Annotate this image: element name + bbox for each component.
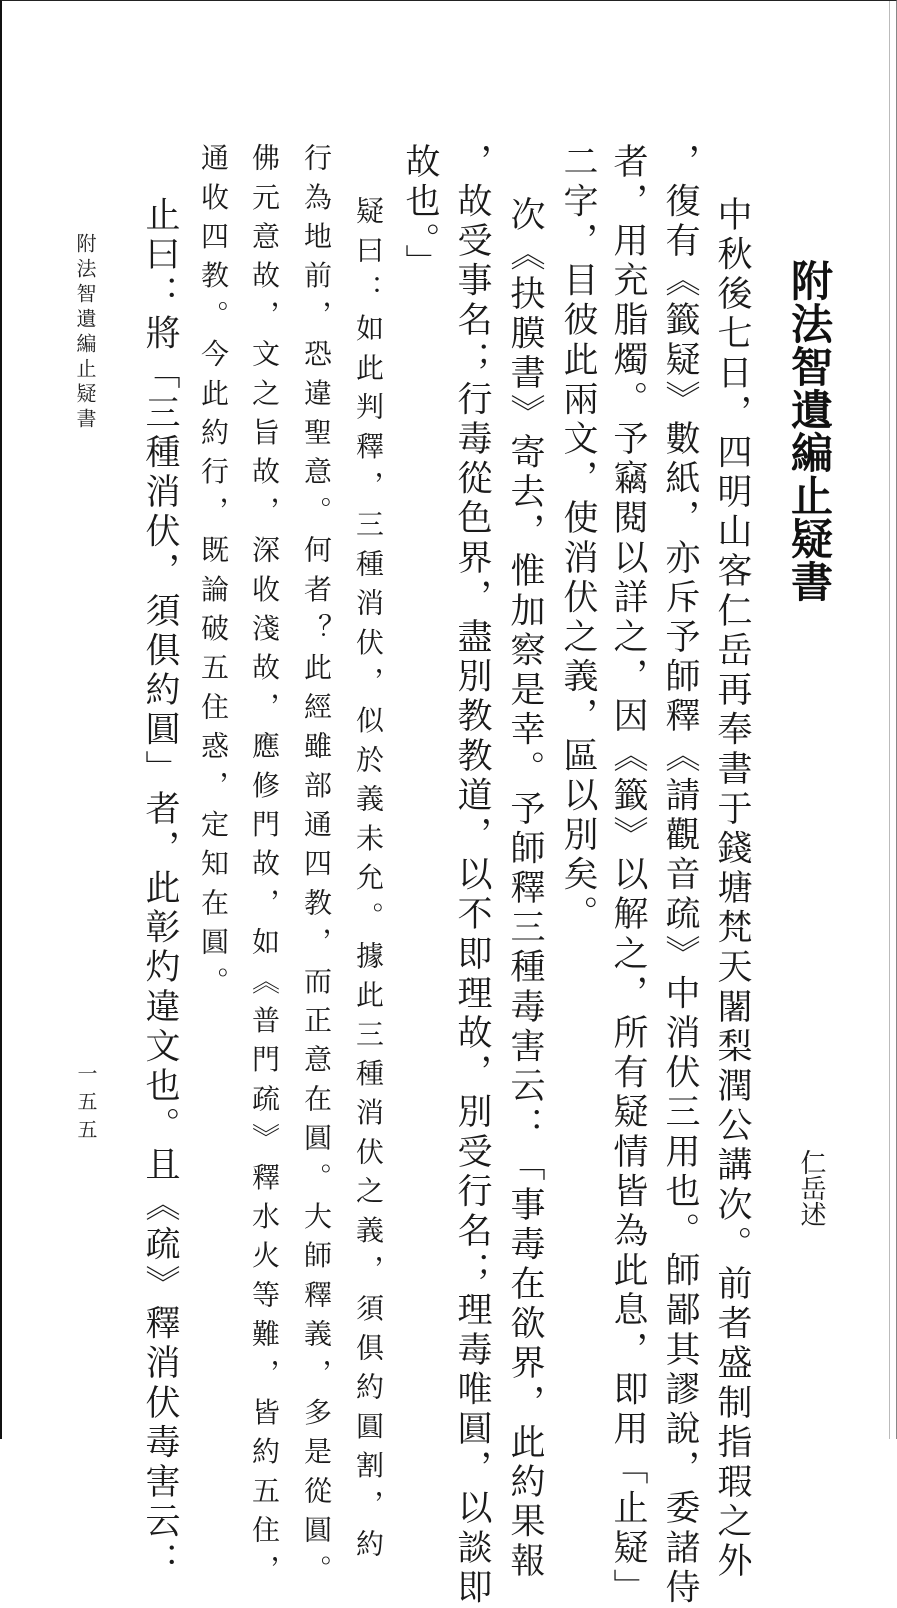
page-title: 附法智遺編止疑書: [785, 259, 834, 603]
text-column: 止曰：將「三種消伏，須俱約圓」者，此彰灼違文也。且《疏》釋消伏毒害云：: [140, 196, 180, 1582]
text-column: 二字，目彼此兩文，使消伏之義，區以別矣。: [558, 143, 598, 935]
text-column: 次《抉膜書》寄去，惟加察是幸。予師釋三種毒害云：「事毒在欲界，此約果報: [505, 196, 545, 1582]
text-column: ，故受事名；行毒從色界，盡別教教道，以不即理故，別受行名；理毒唯圓，以談即: [452, 143, 492, 1608]
author-line: 仁岳述: [796, 1149, 826, 1227]
running-title: 附法智遺編止疑書: [73, 233, 97, 433]
quoted-doubt-column: 行為地前，恐違聖意。何者？此經雖部通四教，而正意在圓。大師釋義，多是從圓。: [300, 143, 333, 1594]
page-number: 一五五: [74, 1063, 98, 1147]
text-column: 故也。」: [400, 143, 440, 284]
text-column: 者，用充脂燭。予竊閱以詳之，因《籤》以解之，所有疑情皆為此息，即用「止疑」: [608, 143, 648, 1608]
quoted-doubt-column: 疑曰：如此判釋，三種消伏，似於義未允。據此三種消伏之義，須俱約圓割，約: [352, 196, 385, 1568]
quoted-doubt-column: 佛元意故，文之旨故，深收淺故，應修門故，如《普門疏》釋水火等難，皆約五住，: [248, 143, 281, 1594]
quoted-doubt-column: 通收四教。今此約行，既論破五住惑，定知在圓。: [197, 143, 230, 1006]
text-column: ，復有《籤疑》數紙，亦斥予師釋《請觀音疏》中消伏三用也。師鄙其謬說，委諸侍: [660, 143, 700, 1608]
text-column: 中秋後七日，四明山客仁岳再奉書于錢塘梵天闍梨潤公講次。前者盛制指瑕之外: [712, 196, 752, 1582]
